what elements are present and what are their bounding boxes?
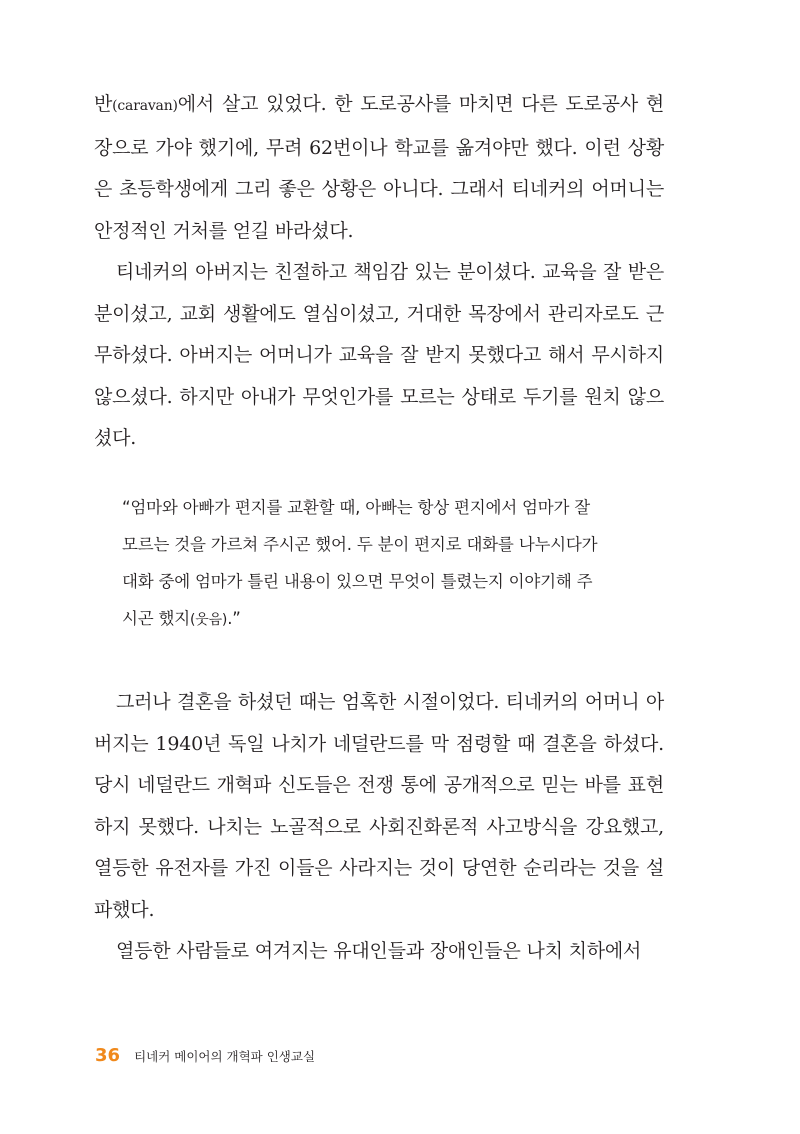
caravan-annotation: (caravan) [112, 98, 178, 114]
laughter-annotation: (웃음) [190, 612, 228, 628]
paragraph-3: 그러나 결혼을 하셨던 때는 엄혹한 시절이었다. 티네커의 어머니 아버지는 1940년 독일 나치가 네덜란드를 막 점령할 때 결혼을 하셨다. 당시 네덜란드 개혁파 신도들은 전쟁 통에 공개적으로 믿는 바를 표현하지 못했다. 나치는 노골적으로 사회진화론적 사고방식을 강요했고, 열등한 유전자를 가진 이들은 사라지는 것이 당연한 순리라는 것을 설파했다. [94, 691, 664, 921]
paragraph-4: 열등한 사람들로 여겨지는 유대인들과 장애인들은 나치 치하에서 [116, 940, 642, 962]
paragraph-1-start: 반 [94, 93, 113, 115]
running-title: 티네커 메이어의 개혁파 인생교실 [134, 1049, 316, 1064]
body-text-top [94, 84, 664, 460]
quote-line-4 [122, 600, 642, 639]
quote-line-4-start: 시곤 했지 [122, 609, 191, 628]
page-footer [95, 1045, 315, 1066]
quote-line-2: 모르는 것을 가르쳐 주시곤 했어. 두 분이 편지로 대화를 나누시다가 [122, 535, 598, 554]
body-text-bottom [94, 682, 664, 973]
quote-line-1: “엄마와 아빠가 편지를 교환할 때, 아빠는 항상 편지에서 엄마가 잘 [122, 498, 591, 517]
paragraph-1 [94, 84, 664, 252]
paragraph-2: 티네커의 아버지는 친절하고 책임감 있는 분이셨다. 교육을 잘 받은 분이셨고, 교회 생활에도 열심이셨고, 거대한 목장에서 관리자로도 근무하셨다. 아버지는 어머니가 교육을 잘 받지 못했다고 해서 무시하지 않으셨다. 하지만 아내가 무엇인가를 모르는 상태로 두기를 원치 않으셨다. [94, 261, 664, 449]
quote-block [122, 489, 642, 639]
quote-line-3: 대화 중에 엄마가 틀린 내용이 있으면 무엇이 틀렸는지 이야기해 주 [122, 572, 593, 591]
quote-line-4-end: .” [227, 609, 241, 628]
page-number: 36 [95, 1045, 121, 1066]
paragraph-1-rest: 에서 살고 있었다. 한 도로공사를 마치면 다른 도로공사 현장으로 가야 했기에, 무려 62번이나 학교를 옮겨야만 했다. 이런 상황은 초등학생에게 그리 좋은 상황은 아니다. 그래서 티네커의 어머니는 안정적인 거처를 얻길 바라셨다. [94, 93, 664, 242]
